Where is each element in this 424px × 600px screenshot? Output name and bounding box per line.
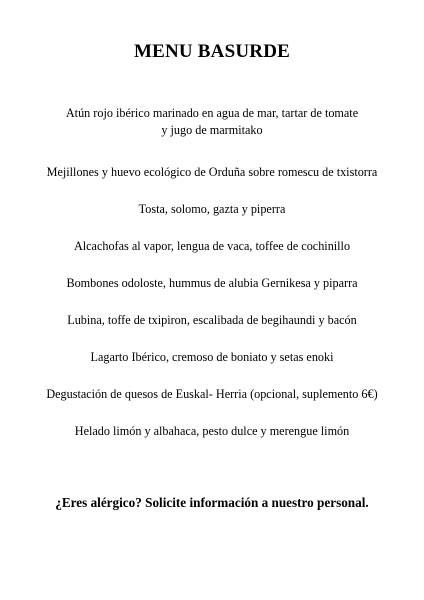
menu-item-2: Mejillones y huevo ecológico de Orduña sobre romescu de txistorra: [46, 165, 378, 179]
allergy-notice: ¿Eres alérgico? Solicite información a nuestro personal.: [55, 495, 369, 510]
menu-item-9: Helado limón y albahaca, pesto dulce y merengue limón: [74, 424, 350, 438]
menu-item-4: Alcachofas al vapor, lengua de vaca, toffee de cochinillo: [73, 239, 351, 253]
menu-item-7: Lagarto Ibérico, cremoso de boniato y setas enoki: [90, 350, 334, 364]
menu-item-6: Lubina, toffe de txipiron, escalibada de begihaundi y bacón: [67, 313, 357, 327]
menu-title: MENU BASURDE: [134, 41, 290, 62]
menu-item-1: [0, 105, 424, 139]
menu-item-8: Degustación de quesos de Euskal- Herria (opcional, suplemento 6€): [46, 387, 378, 401]
menu-item-1-line-1: Atún rojo ibérico marinado en agua de mar, tartar de tomate: [65, 106, 359, 120]
menu-item-5: Bombones odoloste, hummus de alubia Gernikesa y piparra: [66, 276, 358, 290]
menu-item-1-line-2: y jugo de marmitako: [161, 123, 263, 137]
menu-item-3: Tosta, solomo, gazta y piperra: [138, 202, 286, 216]
